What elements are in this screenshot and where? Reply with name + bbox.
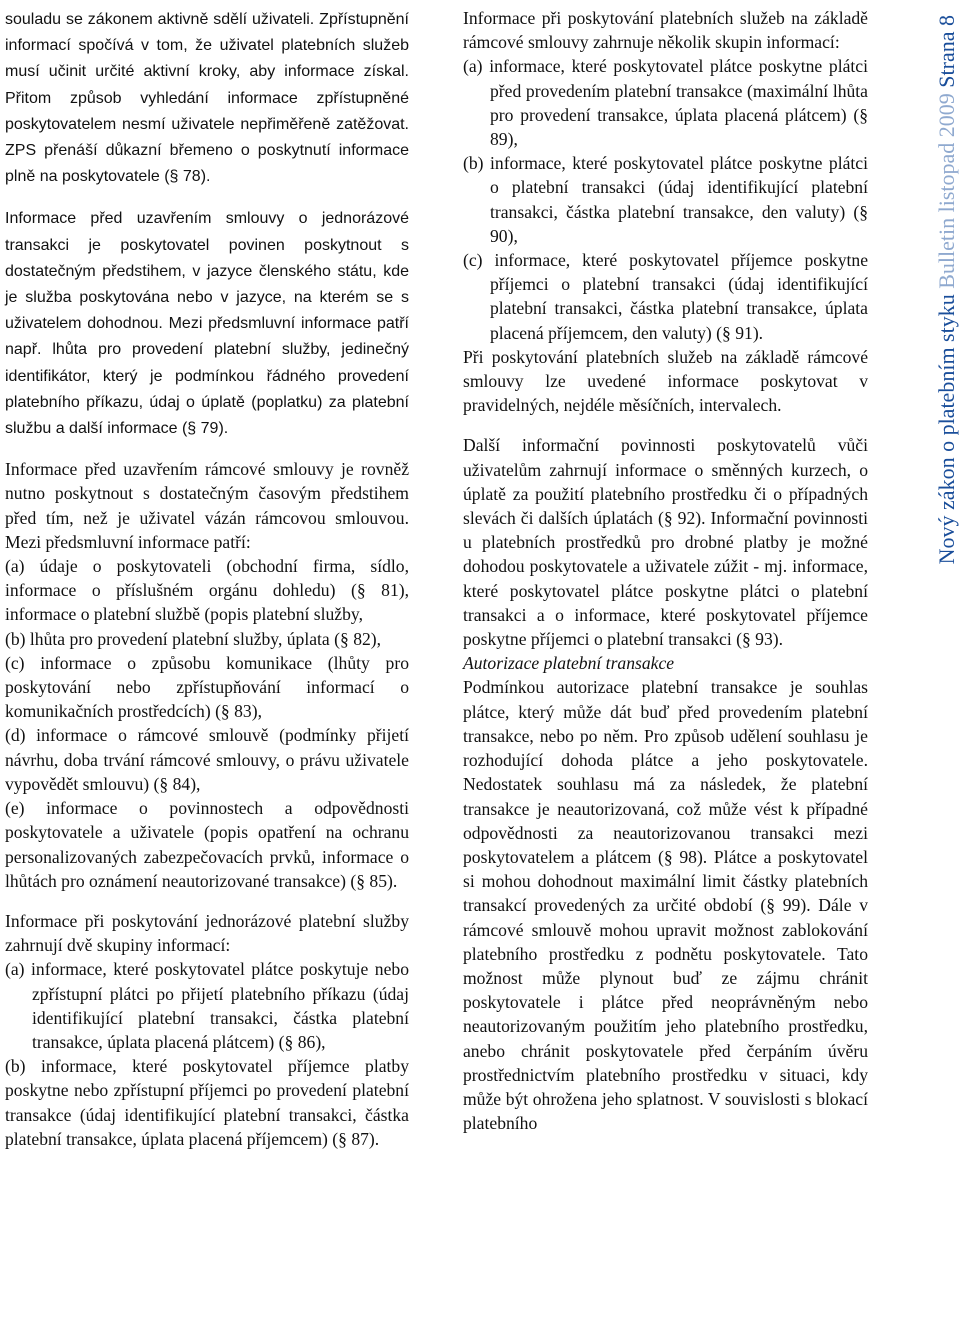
- left-column: [5, 6, 409, 1151]
- side-banner-text: [934, 15, 960, 564]
- paragraph-framework-precontract: Informace před uzavřením rámcové smlouvy je rovněž nutno poskytnout s dostatečným časovým předstihem před tím, než je uživatel vázán rámcovou smlouvou. Mezi předsmluvní informace patří:: [5, 459, 409, 552]
- paragraph-single-service-info: Informace při poskytování jednorázové platební služby zahrnují dvě skupiny informací:: [5, 910, 409, 956]
- list-item: (a) údaje o poskytovateli (obchodní firma, sídlo, informace o příslušném orgánu dohledu) (§ 81), informace o platební službě (popis platební služby,: [5, 556, 409, 625]
- side-banner-page: Strana 8: [934, 15, 959, 89]
- list-item: (a) informace, které poskytovatel plátce poskytne plátci před provedením platební transakce (maximální lhůta pro provedení transakce, úplata placená plátcem) (§ 89),: [463, 56, 868, 150]
- paragraph-framework-info-groups: Informace při poskytování platebních služeb na základě rámcové smlouvy zahrnuje několik skupin informací:: [463, 8, 868, 53]
- paragraph-periodic-info: Při poskytování platebních služeb na základě rámcové smlouvy lze uvedené informace poskytovat v pravidelných, nejdéle měsíčních, intervalech.: [463, 346, 868, 416]
- side-banner-title: Nový zákon o platebním styku: [934, 294, 959, 565]
- side-banner: [934, 0, 960, 580]
- list-item: (c) informace o způsobu komunikace (lhůty pro poskytování nebo zpřístupňování informací o komunikačních prostředcích) (§ 83),: [5, 652, 409, 722]
- list-item: (a) informace, které poskytovatel plátce poskytuje nebo zpřístupní plátci po přijetí platebního příkazu (údaj identifikující platební transakci, částka platební transakce, úplata placená plátcem) (§ 86),: [5, 959, 409, 1052]
- list-item: (b) informace, které poskytovatel příjemce platby poskytne nebo zpřístupní příjemci po provedení platební transakce (údaj identifikující platební transakci, částka platební transakce, úplata placená příjemcem) (§ 87).: [5, 1056, 409, 1149]
- paragraph-other-obligations: Další informační povinnosti poskytovatelů vůči uživatelům zahrnují informace o směnných kurzech, o úplatě za použití platebního prostředku či o případných slevách či dalších úplatách (§ 92). Informační povinnosti u platebních prostředků pro drobné platby je možné dohodou poskytovatele a uživatele zúžit - mj. informace, které poskytovatel plátce poskytne plátci o platební transakci a o informace, které poskytovatel příjemce poskytne příjemci o platební transakci (§ 93).: [463, 435, 868, 650]
- side-banner-issue: Bulletin listopad 2009: [934, 93, 959, 290]
- paragraph-authorization: Podmínkou autorizace platební transakce je souhlas plátce, který může dát buď před provedením platební transakce, nebo po něm. Pro způsob udělení souhlasu je rozhodující dohoda plátce a jeho poskytovatele. Nedostatek souhlasu má za následek, že platební transakce je neautorizovaná, což může vést k případné odpovědnosti za neautorizovanou transakci mezi poskytovatelem a plátcem (§ 98). Plátce a poskytovatel si mohou dohodnout maximální limit částky platebních transakcí provedených za určité období (§ 99). Dále v rámcové smlouvě mohou upravit možnost zablokování platebního prostředku z podnětu poskytovatele. Tato možnost může plynout buď ze zájmu chránit poskytovatele i plátce před neoprávněným nebo neautorizovaným použitím jeho platebního prostředku, anebo chránit poskytovatele před čerpáním úvěru prostřednictvím platebního prostředku v situaci, kdy může být ohrožena jeho splatnost. V souvislosti s blokací platebního: [463, 677, 868, 1134]
- paragraph-single-transaction-info: Informace před uzavřením smlouvy o jednorázové transakci je poskytovatel povinen poskytnout s dostatečným předstihem, v jazyce členského státu, kde je služba poskytována nebo v jazyce, na kterém se s uživatelem dohodnou. Mezi předsmluvní informace patří např. lhůta pro provedení platební služby, jedinečný identifikátor, který je podmínkou řádného provedení platebního příkazu, údaj o úplatě (poplatku) za platební službu a další informace (§ 79).: [5, 210, 409, 438]
- list-item: (b) lhůta pro provedení platební služby, úplata (§ 82),: [5, 628, 382, 649]
- section-heading: Autorizace platební transakce: [463, 653, 675, 674]
- list-item: (e) informace o povinnostech a odpovědnosti poskytovatele a uživatele (popis opatření na ochranu personalizovaných zabezpečovacích prvků, informace o lhůtách pro oznámení neautorizované transakce) (§ 85).: [5, 798, 409, 891]
- list-item: (c) informace, které poskytovatel příjemce poskytne příjemci o platební transakci (údaj identifikující platební transakci, částka platební transakce, úplata placená příjemcem, den valuty) (§ 91).: [463, 250, 868, 343]
- paragraph-information-access: souladu se zákonem aktivně sdělí uživateli. Zpřístupnění informací spočívá v tom, že uživatel platebních služeb musí učinit určité aktivní kroky, aby informace získal. Přitom způsob vyhledání informace zpřístupněné poskytovatelem nesmí uživatele nepřiměřeně zatěžovat. ZPS přenáší důkazní břemeno o poskytnutí informace plně na poskytovatele (§ 78).: [5, 11, 409, 186]
- list-item: (d) informace o rámcové smlouvě (podmínky přijetí návrhu, doba trvání rámcové smlouvy, o právu uživatele vypovědět smlouvu) (§ 84),: [5, 725, 409, 794]
- list-item: (b) informace, které poskytovatel plátce poskytne plátci o platební transakci (údaj identifikující platební transakci, částka platební transakce, den valuty) (§ 90),: [463, 153, 868, 246]
- right-column: [463, 6, 868, 1135]
